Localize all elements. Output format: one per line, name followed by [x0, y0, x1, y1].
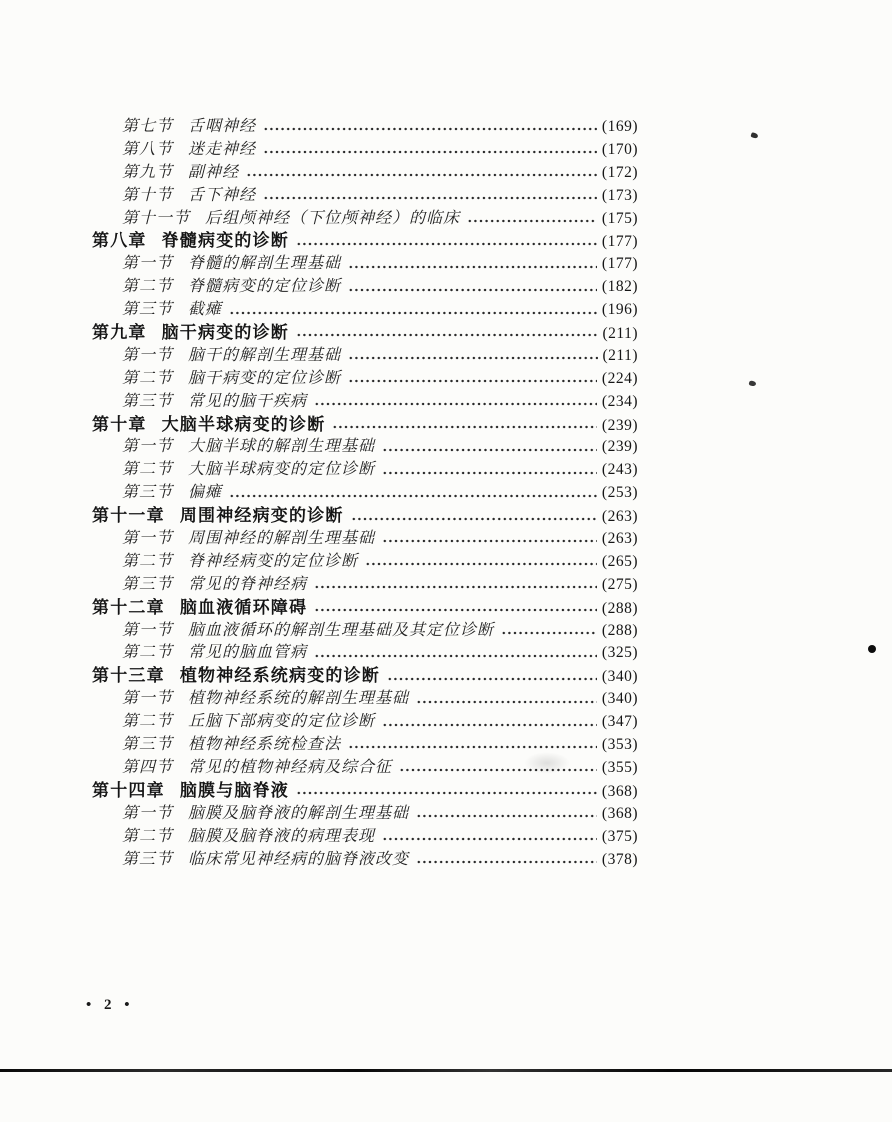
- toc-entry-number: 第二节: [122, 552, 174, 570]
- dot-leader: [365, 562, 597, 566]
- dot-leader: [382, 539, 597, 543]
- toc-row: [92, 139, 638, 162]
- toc-entry-page: (196): [601, 301, 638, 319]
- toc-entry-page: (375): [601, 827, 638, 845]
- page-number-footer: • 2 •: [86, 997, 130, 1013]
- toc-entry-number: 第一节: [122, 346, 174, 364]
- toc-entry-page: (340): [601, 668, 638, 686]
- toc-entry-page: (172): [601, 163, 638, 181]
- ink-speck-artifact: [748, 380, 756, 387]
- toc-entry-number: 第九章: [92, 323, 147, 343]
- toc-entry-number: 第三节: [122, 736, 174, 754]
- dot-leader: [416, 814, 597, 818]
- toc-row: [92, 780, 638, 803]
- dot-leader: [416, 700, 597, 704]
- toc-entry-page: (378): [601, 850, 638, 868]
- toc-row: [92, 299, 638, 322]
- toc-entry-page: (234): [601, 392, 638, 410]
- toc-entry-title: 脑膜及脑脊液的解剖生理基础: [188, 804, 410, 822]
- toc-entry-page: (288): [601, 621, 638, 639]
- toc-entry-number: 第一节: [122, 438, 174, 456]
- toc-entry-number: 第一节: [122, 804, 174, 822]
- toc-entry-number: 第十四章: [92, 780, 165, 800]
- dot-leader: [382, 448, 597, 452]
- toc-entry-title: 脑干病变的诊断: [161, 323, 290, 343]
- toc-entry-page: (347): [601, 713, 638, 731]
- toc-entry-number: 第七节: [122, 118, 174, 135]
- dot-leader: [263, 196, 597, 200]
- pencil-smudge: [524, 752, 570, 774]
- toc-row: [92, 116, 638, 139]
- dot-leader: [382, 471, 597, 475]
- toc-entry-title: 常见的脑干疾病: [188, 392, 308, 410]
- ink-dot-artifact: [868, 645, 876, 653]
- toc-entry-number: 第一节: [122, 621, 174, 639]
- toc-entry-title: 大脑半球病变的诊断: [161, 414, 326, 434]
- toc-entry-title: 植物神经系统病变的诊断: [179, 666, 381, 686]
- toc-entry-title: 迷走神经: [188, 140, 257, 158]
- dot-leader: [296, 333, 597, 337]
- toc-entry-number: 第二节: [122, 644, 174, 662]
- toc-entry-title: 大脑半球的解剖生理基础: [188, 438, 376, 456]
- toc-entry-number: 第九节: [122, 163, 174, 181]
- toc-entry-number: 第十三章: [92, 666, 165, 686]
- toc-entry-number: 第十一节: [122, 209, 191, 227]
- dot-leader: [348, 265, 597, 269]
- toc-entry-number: 第一节: [122, 255, 174, 273]
- dot-leader: [263, 127, 597, 131]
- dot-leader: [501, 631, 597, 635]
- toc-row: [92, 185, 638, 208]
- toc-row: [92, 597, 638, 620]
- toc-row: [92, 642, 638, 665]
- toc-entry-page: (170): [601, 140, 638, 158]
- toc-entry-title: 脊髓病变的定位诊断: [188, 278, 342, 296]
- toc-row: [92, 230, 638, 253]
- dot-leader: [246, 173, 597, 177]
- toc-entry-number: 第十一章: [92, 506, 165, 526]
- toc-entry-title: 丘脑下部病变的定位诊断: [188, 713, 376, 731]
- toc-row: [92, 620, 638, 643]
- toc-row: [92, 208, 638, 231]
- toc-entry-number: 第三节: [122, 301, 174, 319]
- toc-entry-title: 脑膜及脑脊液的病理表现: [188, 827, 376, 845]
- toc-entry-page: (173): [601, 186, 638, 204]
- dot-leader: [314, 402, 597, 406]
- toc-entry-number: 第四节: [122, 758, 174, 776]
- toc-entry-page: (239): [601, 416, 638, 434]
- toc-entry-title: 脑干的解剖生理基础: [188, 346, 342, 364]
- toc-entry-number: 第八章: [92, 231, 147, 251]
- toc-row: [92, 505, 638, 528]
- toc-entry-number: 第二节: [122, 461, 174, 479]
- toc-entry-page: (177): [601, 255, 638, 273]
- toc-entry-title: 脑干病变的定位诊断: [188, 369, 342, 387]
- toc-entry-title: 周围神经的解剖生理基础: [188, 530, 376, 548]
- toc-row: [92, 253, 638, 276]
- toc-entry-title: 周围神经病变的诊断: [179, 506, 344, 526]
- dot-leader: [387, 677, 597, 681]
- toc-entry-title: 植物神经系统检查法: [188, 736, 342, 754]
- toc-row: [92, 803, 638, 826]
- toc-entry-title: 脊神经病变的定位诊断: [188, 552, 359, 570]
- dot-leader: [296, 791, 597, 795]
- toc-entry-title: 脑血液循环障碍: [179, 597, 308, 617]
- toc-entry-page: (224): [601, 369, 638, 387]
- dot-leader: [314, 608, 597, 612]
- dot-leader: [348, 356, 597, 360]
- dot-leader: [348, 379, 597, 383]
- toc-entry-page: (340): [601, 690, 638, 708]
- toc-entry-title: 舌下神经: [188, 186, 257, 204]
- toc-row: [92, 688, 638, 711]
- toc-row: [92, 322, 638, 345]
- toc-entry-page: (182): [601, 278, 638, 296]
- toc-entry-page: (169): [601, 118, 638, 135]
- toc-row: [92, 414, 638, 437]
- toc-row: [92, 391, 638, 414]
- dot-leader: [467, 219, 597, 223]
- dot-leader: [296, 242, 597, 246]
- toc-entry-page: (355): [601, 758, 638, 776]
- toc-row: [92, 826, 638, 849]
- toc-entry-title: 常见的脊神经病: [188, 575, 308, 593]
- toc-row: [92, 368, 638, 391]
- toc-row: [92, 459, 638, 482]
- toc-entry-number: 第十章: [92, 414, 147, 434]
- toc-entry-number: 第十节: [122, 186, 174, 204]
- ink-speck-artifact: [750, 132, 758, 139]
- toc-entry-number: 第二节: [122, 369, 174, 387]
- dot-leader: [229, 494, 597, 498]
- toc-entry-page: (368): [601, 782, 638, 800]
- toc-entry-page: (368): [601, 804, 638, 822]
- toc-entry-page: (263): [601, 508, 638, 526]
- dot-leader: [351, 517, 597, 521]
- dot-leader: [382, 837, 597, 841]
- dot-leader: [348, 288, 597, 292]
- toc-entry-title: 脑膜与脑脊液: [179, 780, 290, 800]
- toc-entry-page: (275): [601, 575, 638, 593]
- toc-entry-title: 截瘫: [188, 301, 223, 319]
- toc-entry-page: (325): [601, 644, 638, 662]
- toc-entry-page: (243): [601, 461, 638, 479]
- toc-entry-page: (211): [602, 346, 638, 364]
- toc-entry-title: 后组颅神经（下位颅神经）的临床: [205, 209, 461, 227]
- toc-entry-page: (211): [602, 325, 638, 343]
- toc-entry-page: (177): [601, 233, 638, 251]
- dot-leader: [332, 425, 597, 429]
- dot-leader: [416, 860, 597, 864]
- toc-entry-title: 脊髓的解剖生理基础: [188, 255, 342, 273]
- dot-leader: [314, 585, 597, 589]
- toc-entry-number: 第三节: [122, 575, 174, 593]
- toc-row: [92, 574, 638, 597]
- toc-entry-title: 常见的植物神经病及综合征: [188, 758, 393, 776]
- dot-leader: [382, 723, 597, 727]
- toc-entry-number: 第三节: [122, 850, 174, 868]
- toc-entry-title: 副神经: [188, 163, 240, 181]
- toc-entry-number: 第二节: [122, 827, 174, 845]
- dot-leader: [229, 311, 597, 315]
- toc-entry-page: (263): [601, 530, 638, 548]
- toc-row: [92, 528, 638, 551]
- toc-row: [92, 711, 638, 734]
- toc-entry-page: (175): [601, 209, 638, 227]
- toc-row: [92, 482, 638, 505]
- toc-entry-number: 第八节: [122, 140, 174, 158]
- toc-entry-title: 偏瘫: [188, 484, 223, 502]
- toc-row: [92, 162, 638, 185]
- toc-row: [92, 345, 638, 368]
- toc-entry-number: 第三节: [122, 484, 174, 502]
- toc-entry-number: 第十二章: [92, 597, 165, 617]
- dot-leader: [314, 654, 597, 658]
- toc-row: [92, 665, 638, 688]
- toc-entry-page: (353): [601, 736, 638, 754]
- toc-entry-number: 第二节: [122, 278, 174, 296]
- toc-row: [92, 849, 638, 872]
- toc-entry-title: 植物神经系统的解剖生理基础: [188, 690, 410, 708]
- dot-leader: [263, 150, 597, 154]
- toc-entry-page: (288): [601, 599, 638, 617]
- toc-row: [92, 436, 638, 459]
- toc-entry-page: (239): [601, 438, 638, 456]
- toc-entry-page: (253): [601, 484, 638, 502]
- toc-entry-number: 第三节: [122, 392, 174, 410]
- toc-entry-title: 脑血液循环的解剖生理基础及其定位诊断: [188, 621, 495, 639]
- toc-entry-title: 脊髓病变的诊断: [161, 231, 290, 251]
- toc-row: [92, 276, 638, 299]
- dot-leader: [348, 745, 597, 749]
- toc-entry-title: 舌咽神经: [188, 118, 257, 135]
- toc-entry-title: 大脑半球病变的定位诊断: [188, 461, 376, 479]
- scan-edge-line: [0, 1069, 892, 1072]
- toc-entry-number: 第二节: [122, 713, 174, 731]
- toc-entry-page: (265): [601, 552, 638, 570]
- toc-entry-number: 第一节: [122, 530, 174, 548]
- toc-row: [92, 551, 638, 574]
- toc-entry-number: 第一节: [122, 690, 174, 708]
- toc-entry-title: 临床常见神经病的脑脊液改变: [188, 850, 410, 868]
- toc-entry-title: 常见的脑血管病: [188, 644, 308, 662]
